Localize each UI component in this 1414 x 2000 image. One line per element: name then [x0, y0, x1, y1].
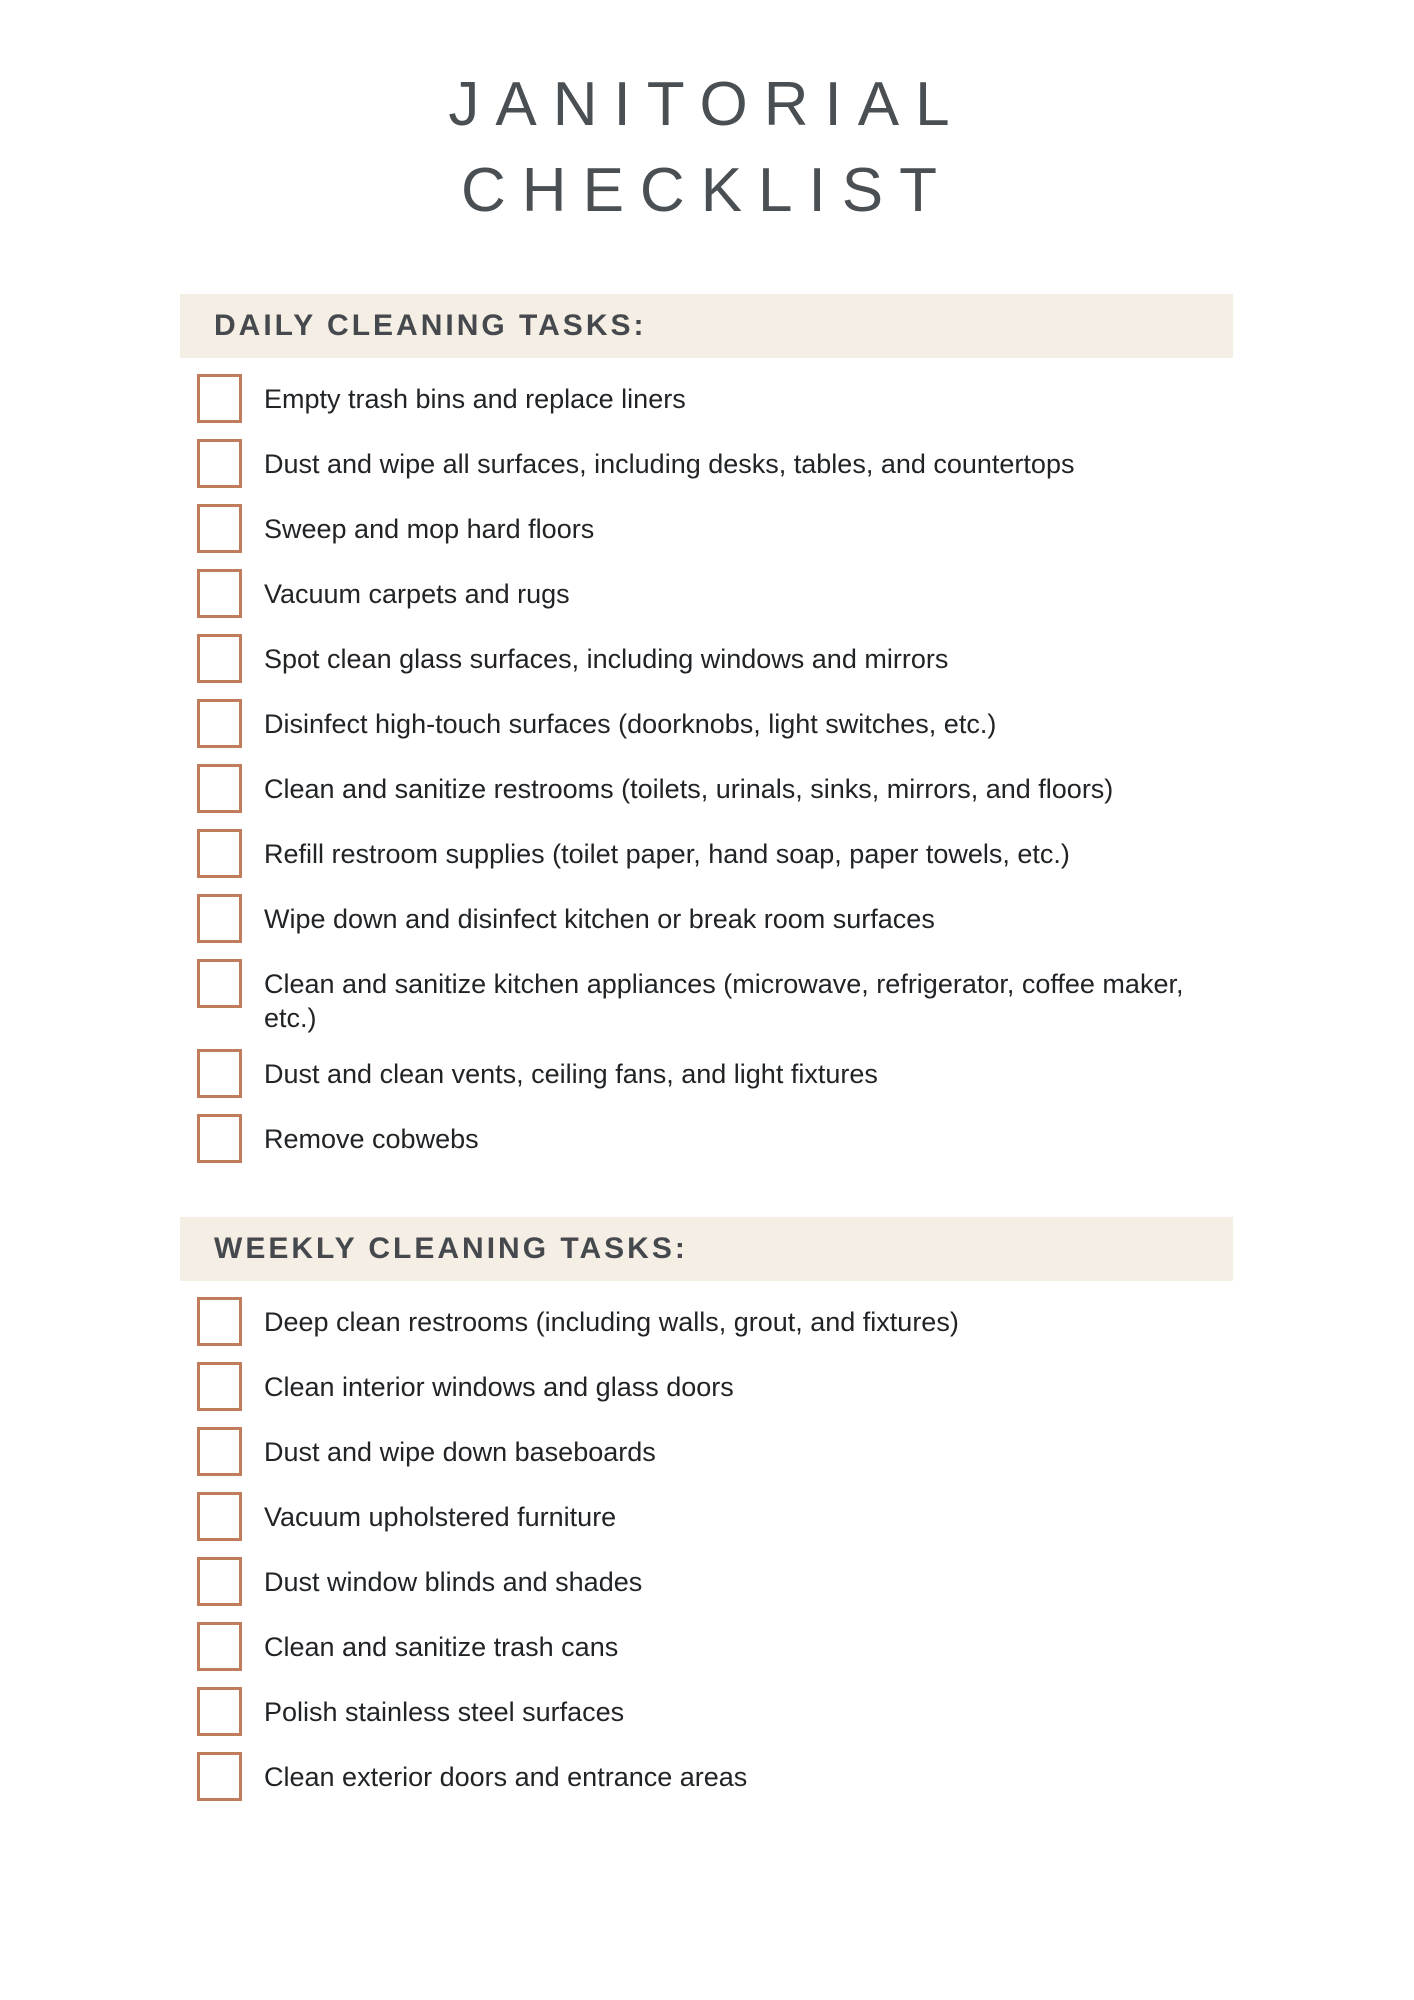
checklist-item	[197, 374, 1294, 425]
section-heading-daily: DAILY CLEANING TASKS:	[214, 309, 647, 342]
checklist-item-label: Clean and sanitize trash cans	[264, 1632, 619, 1662]
checklist-item	[197, 894, 1294, 945]
checkbox[interactable]	[197, 1049, 242, 1098]
section-header-band	[180, 294, 1233, 358]
checklist-item	[197, 699, 1294, 750]
checklist-item	[197, 829, 1294, 880]
section-daily-cleaning	[0, 294, 1414, 1165]
checklist-item	[197, 1049, 1294, 1100]
checklist-item-label: Remove cobwebs	[264, 1124, 479, 1154]
checklist-item-label: Clean interior windows and glass doors	[264, 1372, 734, 1402]
page-title-line-1: JANITORIAL	[448, 70, 966, 139]
checkbox[interactable]	[197, 1752, 242, 1801]
weekly-items-list	[197, 1297, 1294, 1803]
checkbox[interactable]	[197, 1114, 242, 1163]
checklist-item	[197, 764, 1294, 815]
checklist-item	[197, 1492, 1294, 1543]
checkbox[interactable]	[197, 1687, 242, 1736]
checkbox[interactable]	[197, 374, 242, 423]
checkbox[interactable]	[197, 1362, 242, 1411]
checklist-item	[197, 959, 1294, 1035]
page-title-line-2: CHECKLIST	[461, 156, 953, 225]
checklist-item	[197, 1297, 1294, 1348]
checklist-item-label: Spot clean glass surfaces, including windows and mirrors	[264, 644, 949, 674]
section-heading-weekly: WEEKLY CLEANING TASKS:	[214, 1232, 688, 1265]
checklist-item-label: Empty trash bins and replace liners	[264, 384, 686, 414]
checkbox[interactable]	[197, 699, 242, 748]
daily-items-list	[197, 374, 1294, 1165]
checkbox[interactable]	[197, 959, 242, 1008]
checklist-item	[197, 1622, 1294, 1673]
checklist-item	[197, 634, 1294, 685]
checklist-item	[197, 1427, 1294, 1478]
checkbox[interactable]	[197, 1297, 242, 1346]
checklist-item-label: Clean exterior doors and entrance areas	[264, 1762, 748, 1792]
section-weekly-cleaning	[0, 1217, 1414, 1803]
checkbox[interactable]	[197, 764, 242, 813]
checklist-item	[197, 504, 1294, 555]
checkbox[interactable]	[197, 439, 242, 488]
checklist-item	[197, 1557, 1294, 1608]
checklist-item-label: Clean and sanitize restrooms (toilets, urinals, sinks, mirrors, and floors)	[264, 774, 1114, 804]
checklist-item	[197, 439, 1294, 490]
checklist-item-label: Disinfect high-touch surfaces (doorknobs, light switches, etc.)	[264, 709, 997, 739]
checkbox[interactable]	[197, 634, 242, 683]
checkbox[interactable]	[197, 1427, 242, 1476]
checklist-item-label: Clean and sanitize kitchen appliances (microwave, refrigerator, coffee maker, etc.)	[264, 969, 1184, 1033]
checklist-item-label: Dust and clean vents, ceiling fans, and light fixtures	[264, 1059, 878, 1089]
checklist-item-label: Dust and wipe all surfaces, including desks, tables, and countertops	[264, 449, 1075, 479]
checklist-item	[197, 1114, 1294, 1165]
checkbox[interactable]	[197, 1492, 242, 1541]
checklist-item	[197, 569, 1294, 620]
checklist-item-label: Deep clean restrooms (including walls, grout, and fixtures)	[264, 1307, 959, 1337]
section-header-band	[180, 1217, 1233, 1281]
checklist-item	[197, 1687, 1294, 1738]
checklist-item-label: Dust window blinds and shades	[264, 1567, 643, 1597]
checkbox[interactable]	[197, 569, 242, 618]
checklist-item-label: Refill restroom supplies (toilet paper, hand soap, paper towels, etc.)	[264, 839, 1070, 869]
page-title	[0, 62, 1414, 234]
checklist-item-label: Vacuum upholstered furniture	[264, 1502, 617, 1532]
checklist-item	[197, 1362, 1294, 1413]
checklist-item	[197, 1752, 1294, 1803]
checkbox[interactable]	[197, 504, 242, 553]
checklist-item-label: Wipe down and disinfect kitchen or break room surfaces	[264, 904, 935, 934]
checkbox[interactable]	[197, 894, 242, 943]
checklist-item-label: Sweep and mop hard floors	[264, 514, 595, 544]
checklist-item-label: Polish stainless steel surfaces	[264, 1697, 625, 1727]
checklist-item-label: Vacuum carpets and rugs	[264, 579, 570, 609]
checkbox[interactable]	[197, 1557, 242, 1606]
checklist-item-label: Dust and wipe down baseboards	[264, 1437, 656, 1467]
checkbox[interactable]	[197, 829, 242, 878]
checkbox[interactable]	[197, 1622, 242, 1671]
